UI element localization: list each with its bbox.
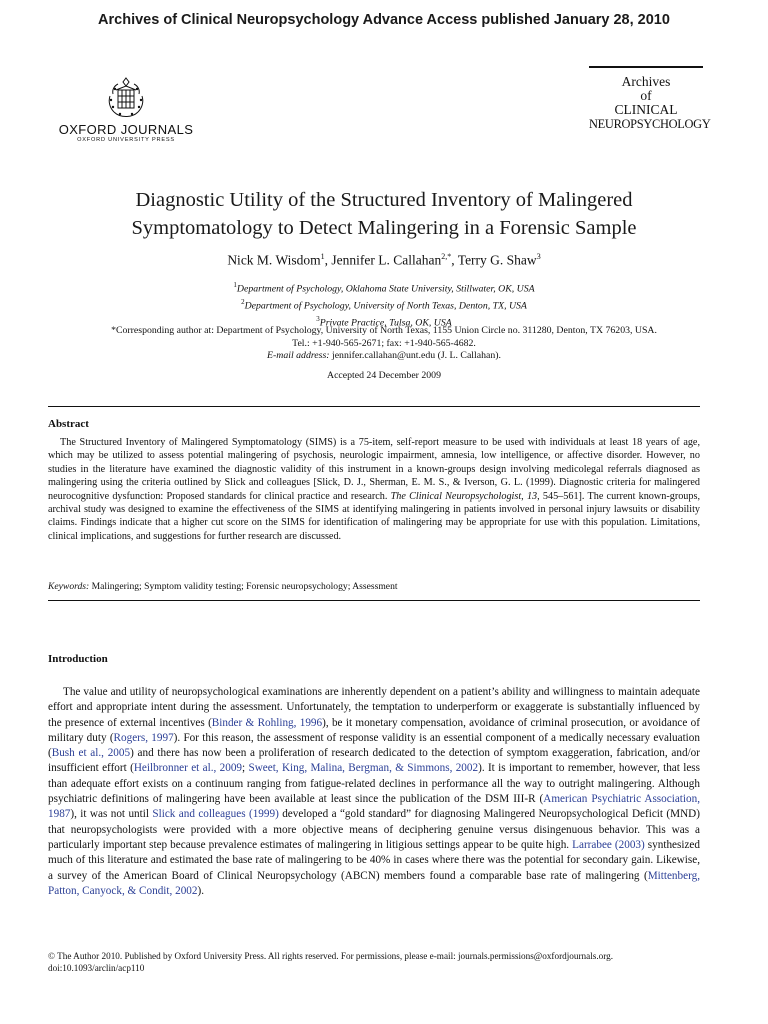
email-label: E-mail address: [267, 350, 330, 361]
doi-line: doi:10.1093/arclin/acp110 [48, 963, 145, 973]
introduction-text-run: The value and utility of neuropsychological examinations are inherently dependent on a patient’s ability and willingness to maintain adequate effort and appropriate intent during the assessment. Unfortunately, the temptation to underperform or exaggerate is substantially influenced by the presence of external incentives ( [48, 686, 700, 729]
affiliation-text: Private Practice, Tulsa, OK, USA [319, 316, 452, 328]
citation-link[interactable]: Slick and colleagues (1999) [152, 808, 279, 821]
introduction-text-run: developed a “gold standard” for diagnosing Malingered Neuropsychological Deficit (MND) that neuropsychologists were provided with a more objective means of deciphering genuine versus disingenuous behavior. This was a particularly important step because prevalence estimates of malingering in litigious settings appear to be quite high. [48, 808, 700, 851]
citation-link[interactable]: Heilbronner et al., 2009 [133, 762, 243, 775]
citation-link[interactable]: Rogers, 1997 [113, 731, 174, 744]
introduction-text-run: synthesized much of this literature and estimated the base rate of malingering to be 40% in cases where there was the potential for secondary gain. Likewise, a survey of the American Board of Clinical Neuropsychology (ABCN) members found a comparable base rate of malingering ( [48, 838, 700, 882]
abstract-part: The Structured Inventory of Malingered Symptomatology (SIMS) is a 75-item, self-report measure to be used with individuals at least 18 years of age, which may be utilized to assess potential malingering of psychosis, neurologic impairment, amnesia, low intelligence, or affective disorder. However, no studies in the literature have examined the diagnostic validity of this instrument in a known-groups design involving medicolegal referrals diagnosed as malingering using the criteria outlined by Slick and colleagues [Slick, D. J., Sherman, E. M. S., & Iverson, G. L. (1999). Diagnostic criteria for malingered neurocognitive dysfunction: Proposed standards for clinical practice and research. [48, 437, 700, 502]
affiliation [0, 279, 768, 296]
oxford-journals-logo [46, 76, 206, 143]
author-name: Terry G. Shaw [457, 252, 537, 268]
abstract-text [48, 436, 700, 543]
affiliation-mark: 1 [233, 281, 237, 289]
affiliation-mark: 3 [316, 314, 320, 323]
advance-access-banner: Archives of Clinical Neuropsychology Advance Access published January 28, 2010 [98, 12, 670, 28]
divider [48, 600, 700, 601]
introduction-text-run: ). [197, 884, 205, 897]
email-address[interactable]: jennifer.callahan@unt.edu (J. L. Callahan). [329, 350, 501, 361]
title-line: Symptomatology to Detect Malingering in a Forensic Sample [131, 217, 637, 239]
affiliations [0, 279, 768, 329]
journal-logo-line: NEUROPSYCHOLOGY [589, 117, 711, 131]
author-affil-mark: 1 [320, 252, 325, 261]
keywords-label: Keywords: [48, 581, 90, 592]
journal-logo-line: of [640, 88, 652, 103]
journal-logo-line: Archives [621, 74, 671, 89]
introduction-text-run: ) and there has now been a proliferation of research dedicated to the detection of symptom exaggeration, fabrication, and/or insufficient effort ( [48, 747, 700, 775]
citation-link[interactable]: Binder & Rohling, 1996 [211, 716, 323, 729]
abstract-separator: , [521, 490, 527, 502]
introduction-text [48, 685, 700, 899]
correspondence [0, 325, 768, 363]
copyright-line: © The Author 2010. Published by Oxford University Press. All rights reserved. For permissions, please e-mail: journals.permissions@oxfordjournals.org. [48, 951, 614, 961]
introduction-text-run: ), be it monetary compensation, avoidance of criminal prosecution, or avoidance of military duty ( [48, 716, 700, 744]
introduction-text-run: ). For this reason, the assessment of response validity is an essential component of a medically necessary evaluation ( [48, 731, 700, 760]
citation-link[interactable]: American Psychiatric Association, 1987 [48, 793, 700, 821]
citation-link[interactable]: Sweet, King, Malina, Bergman, & Simmons, 2002 [248, 762, 479, 775]
author-affil-mark: 2,* [441, 252, 452, 261]
journal-volume: 13 [526, 490, 538, 502]
citation-link[interactable]: Larrabee (2003) [572, 838, 645, 851]
crest-icon [106, 76, 146, 120]
author-list: Nick M. Wisdom$^1$, Jennifer L. Callahan$^{2,*}$, Terry G. Shaw$^3$ [227, 252, 541, 268]
introduction-text-run: ). It is important to remember, however, that less than adequate effort exists on a continuum ranging from fatigue-related declines in performance all the way to outright malingering. Although psychiatric definitions of malingering have been available at least since the publication of the DSM III-R ( [48, 762, 700, 806]
paper-title [40, 186, 728, 242]
correspondence-address: *Corresponding author at: Department of Psychology, University of North Texas, 1155 Union Circle no. 311280, Denton, TX 76203, USA. [111, 325, 657, 336]
affiliation-mark: 2 [241, 297, 245, 306]
publisher-name: OXFORD JOURNALS [58, 122, 194, 137]
journal-logo-line: CLINICAL [614, 102, 678, 117]
page-footer [48, 950, 700, 974]
citation-link[interactable]: Bush et al., 2005 [51, 747, 131, 760]
journal-name: The Clinical Neuropsychologist [390, 490, 522, 502]
abstract-part: , 545–561]. The current known-groups, archival study was designed to examine the effectiveness of the SIMS at identifying malingering in patients involved in personal injury lawsuits or disability claims. Findings indicate that a higher cut score on the SIMS for identification of malingering may be appropriate for use with this population. Limitations, clinical implications, and suggestions for further research are discussed. [48, 490, 701, 542]
affiliation-text: Department of Psychology, Oklahoma State University, Stillwater, OK, USA [236, 283, 535, 295]
citation-link[interactable]: Mittenberg, Patton, Canyock, & Condit, 2002 [48, 869, 700, 897]
introduction-text-run: ), it was not until [70, 808, 153, 821]
title-line: Diagnostic Utility of the Structured Inventory of Malingered [135, 189, 633, 211]
author-name: Nick M. Wisdom [227, 252, 321, 268]
divider [48, 406, 700, 407]
introduction-text-run: ; [242, 762, 249, 775]
keywords-text: Malingering; Symptom validity testing; Forensic neuropsychology; Assessment [89, 581, 398, 592]
author-name: Jennifer L. Callahan [331, 252, 442, 268]
abstract-heading: Abstract [48, 418, 89, 430]
affiliation [0, 296, 768, 313]
author-affil-mark: 3 [536, 252, 541, 261]
publisher-press: OXFORD UNIVERSITY PRESS [77, 137, 175, 143]
introduction-heading: Introduction [48, 653, 108, 665]
accepted-date: Accepted 24 December 2009 [327, 370, 441, 381]
affiliation-text: Department of Psychology, University of North Texas, Denton, TX, USA [244, 300, 527, 312]
journal-logo [589, 66, 711, 131]
keywords [48, 581, 700, 592]
correspondence-phone: Tel.: +1-940-565-2671; fax: +1-940-565-4682. [292, 337, 476, 349]
